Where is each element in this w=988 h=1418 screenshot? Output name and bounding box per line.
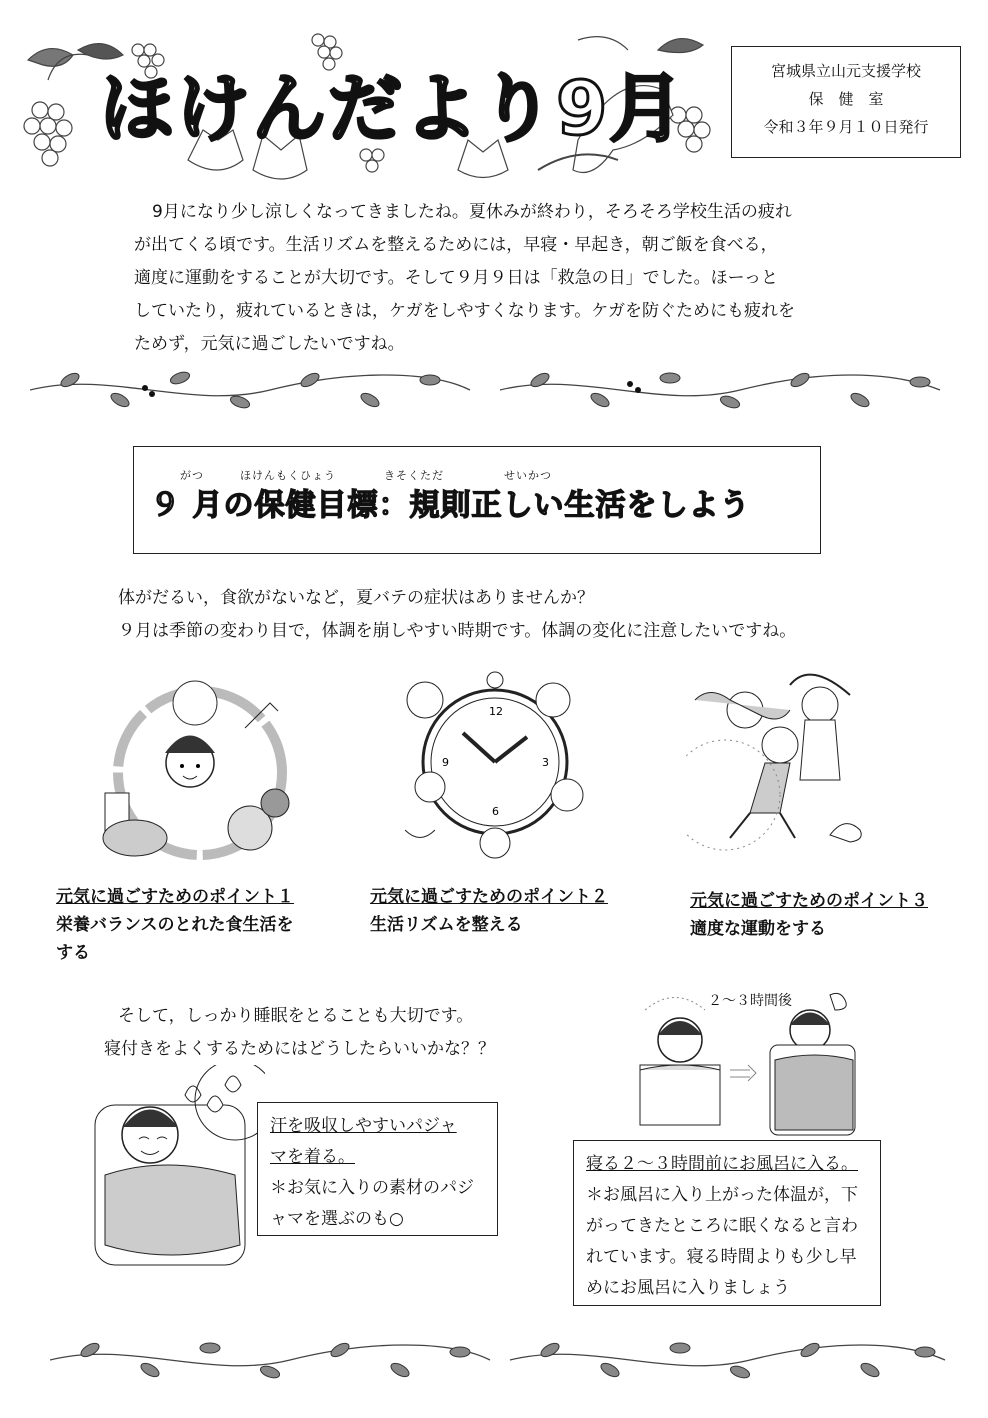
lead-line: 体がだるい，食欲がないなど，夏バテの症状はありませんか？	[118, 588, 594, 608]
issue-date: 令和３年９月１０日発行	[763, 118, 929, 136]
publisher-box	[731, 46, 961, 158]
tip-bath-line: がってきたところに眠くなると言わ	[586, 1216, 858, 1236]
sleeping-child-illustration	[75, 1065, 265, 1275]
tip-pajama-line: 汗を吸収しやすいパジャ	[270, 1116, 457, 1136]
point-3-body: 適度な運動をする	[690, 919, 826, 939]
newsletter-title: ほけんだより9月	[100, 66, 686, 152]
intro-line: が出てくる頃です。生活リズムを整えるためには，早寝・早起き，朝ご飯を食べる，	[134, 235, 778, 255]
point-2	[370, 883, 650, 939]
exercise-illustration	[685, 665, 900, 860]
intro-paragraph	[134, 196, 874, 361]
tip-bath-box	[573, 1140, 881, 1306]
sleep-paragraph	[104, 1000, 624, 1066]
bath-to-bed-illustration	[630, 985, 860, 1145]
school-name: 宮城県立山元支援学校	[770, 62, 921, 80]
lead-line: ９月は季節の変わり目で，体調を崩しやすい時期です。体調の変化に注意したいですね。	[118, 621, 797, 641]
point-1	[56, 883, 336, 967]
lead-paragraph	[118, 582, 878, 648]
time-label: ２～３時間後	[708, 993, 792, 1009]
goal-ruby: がつ ほけんもくひょう きそくただ せいかつ	[180, 469, 552, 482]
point-3	[690, 887, 970, 943]
office-name: 保 健 室	[808, 90, 884, 108]
tip-bath-line: 寝る２～３時間前にお風呂に入る。	[586, 1154, 858, 1174]
svg-text:3: 3	[542, 756, 549, 769]
food-illustration	[95, 668, 305, 868]
point-1-body-cont: する	[56, 943, 90, 963]
intro-line: 9月になり少し涼しくなってきましたね。夏休みが終わり，そろそろ学校生活の疲れ	[152, 202, 792, 222]
intro-line: していたり，疲れているときは，ケガをしやすくなります。ケガを防ぐためにも疲れを	[134, 301, 795, 321]
vine-divider-bottom	[50, 1330, 950, 1390]
point-3-heading: 元気に過ごすためのポイント３	[690, 891, 928, 911]
sleep-line: そして，しっかり睡眠をとることも大切です。	[118, 1006, 474, 1026]
intro-line: ためず，元気に過ごしたいですね。	[134, 334, 405, 354]
tip-pajama-line: マを着る。	[270, 1147, 355, 1167]
monthly-goal-text: ９ 月の保健目標：規則正しい生活をしよう	[150, 488, 751, 523]
tip-pajama-line: ＊お気に入りの素材のパジ	[270, 1178, 474, 1198]
grape-cluster-left	[24, 102, 72, 166]
point-1-heading: 元気に過ごすためのポイント１	[56, 887, 294, 907]
tip-pajama-box	[257, 1102, 498, 1236]
intro-line: 適度に運動をすることが大切です。そして９月９日は「救急の日」でした。ほーっと	[134, 268, 778, 288]
tip-bath-line: ＊お風呂に入り上がった体温が，下	[586, 1185, 858, 1205]
point-2-heading: 元気に過ごすためのポイント２	[370, 887, 608, 907]
tip-pajama-line: ャマを選ぶのも○	[270, 1209, 404, 1229]
sleep-line: 寝付きをよくするためにはどうしたらいいかな？？	[104, 1039, 495, 1059]
point-1-body: 栄養バランスのとれた食生活を	[56, 915, 294, 935]
vine-divider-top	[30, 360, 950, 420]
svg-text:12: 12	[489, 705, 503, 718]
tip-bath-line: めにお風呂に入りましょう	[586, 1278, 790, 1298]
clock-illustration	[385, 665, 600, 860]
svg-text:9: 9	[442, 756, 449, 769]
svg-text:6: 6	[492, 805, 499, 818]
tip-bath-line: れています。寝る時間よりも少し早	[586, 1247, 857, 1267]
point-2-body: 生活リズムを整える	[370, 915, 523, 935]
